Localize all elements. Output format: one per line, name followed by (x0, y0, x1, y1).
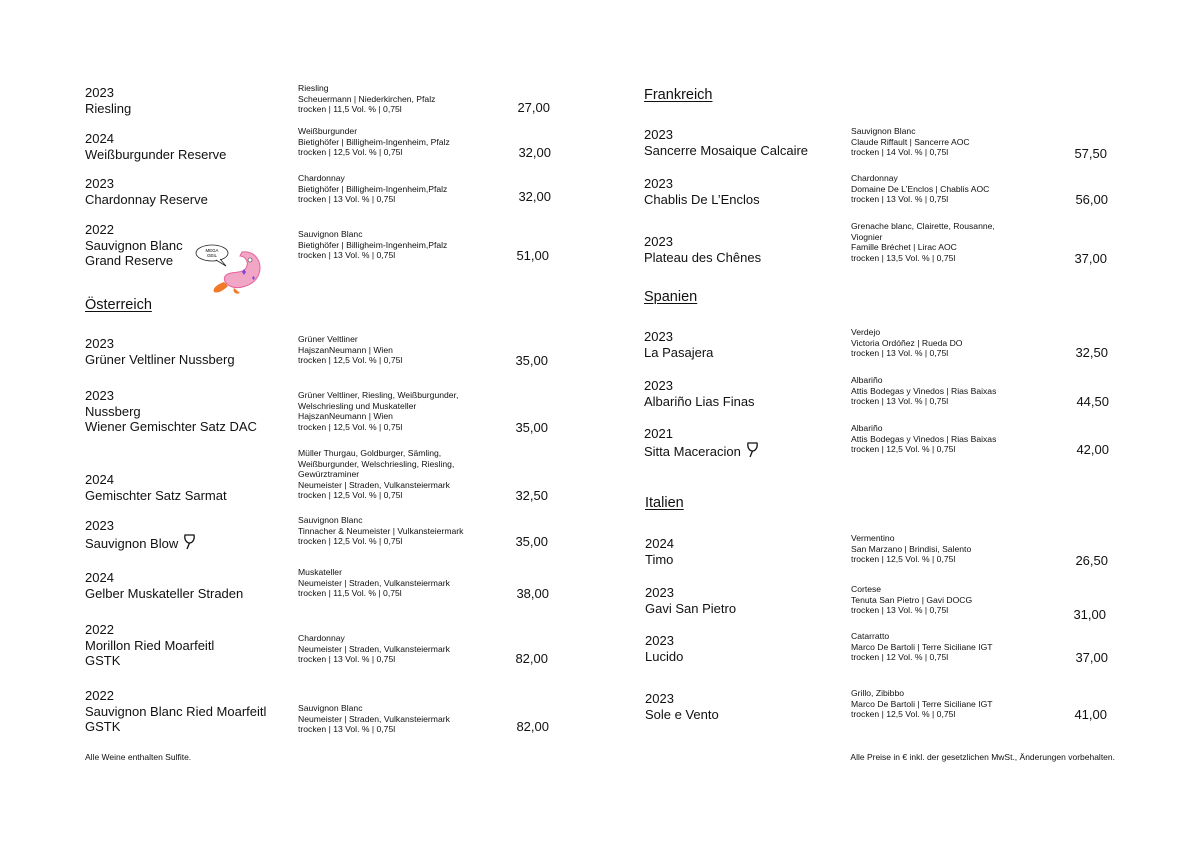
wine-name: La Pasajera (644, 344, 714, 360)
wine-detail-line: Neumeister | Straden, Vulkansteiermark (298, 643, 450, 654)
wine-name: Nussberg (85, 403, 141, 419)
wine-details (851, 533, 971, 565)
wine-price: 38,00 (516, 586, 549, 601)
wine-year: 2023 (645, 633, 674, 648)
wine-detail-line: Cortese (851, 584, 882, 594)
wine-detail-line: Neumeister | Straden, Vulkansteiermark (298, 479, 450, 490)
wine-detail-line: Neumeister | Straden, Vulkansteiermark (298, 713, 450, 724)
wine-title (85, 336, 235, 367)
wine-name: Morillon Ried Moarfeitl (85, 637, 215, 653)
sticker-text-2: GEIL (206, 253, 218, 258)
wine-name: Chardonnay Reserve (85, 191, 208, 207)
wine-title (85, 131, 226, 162)
wine-details (851, 221, 995, 263)
wine-year: 2023 (645, 691, 674, 706)
wine-title (644, 127, 808, 158)
wine-detail-line: trocken | 12,5 Vol. % | 0,75l (298, 536, 403, 547)
wine-detail-line: trocken | 13 Vol. % | 0,75l (298, 194, 396, 205)
wine-name: Sole e Vento (645, 706, 719, 722)
wine-detail-line: Grüner Veltliner (298, 334, 358, 344)
section-heading-austria: Österreich (85, 297, 152, 313)
wine-detail-line: trocken | 12,5 Vol. % | 0,75l (851, 709, 956, 720)
wine-detail-line: Sauvignon Blanc (298, 229, 363, 239)
wine-detail-line: Attis Bodegas y Vinedos | Rias Baixas (851, 433, 997, 444)
section-heading-france: Frankreich (644, 87, 713, 103)
price-footnote: Alle Preise in € inkl. der gesetzlichen MwSt., Änderungen vorbehalten. (850, 752, 1115, 762)
wine-year: 2023 (644, 127, 673, 142)
wine-title (85, 85, 131, 116)
wine-year: 2024 (85, 131, 114, 146)
wine-title (85, 222, 183, 269)
wine-detail-line: Riesling (298, 83, 329, 93)
wine-detail-line: trocken | 13 Vol. % | 0,75l (298, 250, 396, 261)
wine-detail-line: Verdejo (851, 327, 881, 337)
wine-detail-line: HajszanNeumann | Wien (298, 344, 393, 355)
wine-detail-line: Chardonnay (298, 173, 345, 183)
wine-year: 2023 (85, 176, 114, 191)
wine-price: 44,50 (1076, 394, 1109, 409)
wine-detail-line: Domaine De L’Enclos | Chablis AOC (851, 183, 990, 194)
wine-detail-line: Muskateller (298, 567, 342, 577)
wine-detail-line: Marco De Bartoli | Terre Siciliane IGT (851, 698, 993, 709)
wine-year: 2023 (644, 234, 673, 249)
wine-detail-line: Bietighöfer | Billigheim-Ingenheim,Pfalz (298, 239, 448, 250)
wine-details (298, 229, 447, 261)
wine-detail-line: Vermentino (851, 533, 895, 543)
wine-name: Wiener Gemischter Satz DAC (85, 419, 257, 434)
wine-detail-line: Albariño (851, 375, 883, 385)
wine-name: Timo (645, 551, 674, 567)
wine-price: 32,00 (518, 145, 551, 160)
wine-detail-line: trocken | 12,5 Vol. % | 0,75l (851, 444, 956, 455)
wine-details (298, 390, 458, 432)
sticker-text-1: MEGA (205, 248, 219, 253)
wine-detail-line: Grenache blanc, Clairette, Rousanne, (851, 221, 995, 231)
wine-detail-line: trocken | 11,5 Vol. % | 0,75l (298, 588, 402, 599)
wine-year: 2024 (85, 472, 114, 487)
wine-details (851, 375, 996, 407)
wine-year: 2023 (85, 336, 114, 351)
wine-detail-line: Gewürztraminer (298, 469, 360, 480)
wine-name: Grand Reserve (85, 253, 174, 268)
wine-details (851, 688, 993, 720)
wine-title (644, 176, 760, 207)
wine-details (298, 567, 450, 599)
wine-price: 51,00 (516, 248, 549, 263)
wine-name: GSTK (85, 653, 121, 668)
wine-price: 56,00 (1075, 192, 1108, 207)
wine-price: 41,00 (1074, 707, 1107, 722)
wine-details (298, 633, 450, 665)
wine-year: 2023 (644, 329, 673, 344)
wine-price: 42,00 (1076, 442, 1109, 457)
wine-title (645, 585, 736, 616)
wine-details (851, 126, 970, 158)
wine-detail-line: trocken | 13 Vol. % | 0,75l (851, 194, 949, 205)
wine-details (298, 173, 447, 205)
wine-price: 35,00 (515, 353, 548, 368)
section-heading-spain: Spanien (644, 289, 698, 305)
wine-name: Sancerre Mosaique Calcaire (644, 142, 809, 158)
wine-glass-icon (746, 442, 759, 462)
wine-detail-line: Weißburgunder (298, 126, 358, 136)
wine-title (85, 570, 243, 601)
wine-details (851, 173, 989, 205)
wine-title (645, 536, 674, 567)
wine-detail-line: San Marzano | Brindisi, Salento (851, 543, 972, 554)
wine-detail-line: Famille Bréchet | Lirac AOC (851, 242, 957, 253)
wine-detail-line: Sauvignon Blanc (851, 126, 916, 136)
wine-price: 32,50 (1075, 345, 1108, 360)
wine-title (644, 329, 713, 360)
wine-detail-line: trocken | 14 Vol. % | 0,75l (851, 147, 949, 158)
wine-year: 2022 (85, 688, 114, 703)
wine-details (298, 703, 450, 735)
wine-details (298, 334, 402, 366)
wine-details (851, 423, 996, 455)
wine-title (645, 691, 719, 722)
wine-title (85, 472, 227, 503)
wine-detail-line: trocken | 11,5 Vol. % | 0,75l (298, 104, 402, 115)
wine-detail-line: Sauvignon Blanc (298, 703, 363, 713)
wine-detail-line: Grüner Veltliner, Riesling, Weißburgunder, (298, 390, 459, 400)
wine-details (298, 126, 450, 158)
wine-detail-line: Weißburgunder, Welschriesling, Riesling, (298, 458, 455, 469)
wine-detail-line: Claude Riffault | Sancerre AOC (851, 136, 970, 147)
wine-detail-line: trocken | 12,5 Vol. % | 0,75l (298, 490, 403, 501)
wine-details (298, 83, 435, 115)
wine-price: 37,00 (1074, 251, 1107, 266)
wine-detail-line: trocken | 13 Vol. % | 0,75l (298, 654, 396, 665)
wine-price: 35,00 (515, 534, 548, 549)
wine-name: Riesling (85, 100, 132, 116)
wine-detail-line: Victoria Ordóñez | Rueda DO (851, 337, 963, 348)
wine-price: 32,00 (518, 189, 551, 204)
wine-year: 2024 (85, 570, 114, 585)
wine-title (85, 688, 266, 735)
wine-detail-line: trocken | 13 Vol. % | 0,75l (851, 396, 949, 407)
wine-title (644, 378, 755, 409)
wine-name: Sauvignon Blow (85, 535, 179, 551)
wine-price: 57,50 (1074, 146, 1107, 161)
wine-name: Sitta Maceracion (644, 443, 741, 459)
wine-name: GSTK (85, 719, 121, 734)
wine-title (85, 176, 208, 207)
wine-detail-line: Catarratto (851, 631, 890, 641)
wine-details (851, 327, 962, 359)
wine-name: Albariño Lias Finas (644, 393, 755, 409)
wine-price: 82,00 (515, 651, 548, 666)
wine-name: Grüner Veltliner Nussberg (85, 351, 235, 367)
wine-detail-line: trocken | 12,5 Vol. % | 0,75l (298, 147, 403, 158)
wine-detail-line: Viognier (851, 231, 883, 242)
wine-detail-line: trocken | 13 Vol. % | 0,75l (851, 605, 949, 616)
wine-name: Gavi San Pietro (645, 600, 737, 616)
wine-details (298, 448, 454, 501)
wine-detail-line: Sauvignon Blanc (298, 515, 363, 525)
wine-detail-line: Bietighöfer | Billigheim-Ingenheim, Pfalz (298, 136, 450, 147)
wine-detail-line: Tenuta San Pietro | Gavi DOCG (851, 594, 973, 605)
wine-price: 27,00 (517, 100, 550, 115)
wine-detail-line: Marco De Bartoli | Terre Siciliane IGT (851, 641, 993, 652)
wine-detail-line: Welschriesling und Muskateller (298, 400, 417, 411)
wine-detail-line: Tinnacher & Neumeister | Vulkansteiermark (298, 525, 464, 536)
wine-name: Plateau des Chênes (644, 249, 762, 265)
wine-detail-line: trocken | 12 Vol. % | 0,75l (851, 652, 949, 663)
wine-details (851, 584, 972, 616)
wine-title (85, 622, 214, 669)
wine-price: 37,00 (1075, 650, 1108, 665)
wine-detail-line: Attis Bodegas y Vinedos | Rias Baixas (851, 385, 997, 396)
shrimp-sticker-icon (194, 244, 268, 296)
wine-details (851, 631, 993, 663)
wine-detail-line: Neumeister | Straden, Vulkansteiermark (298, 577, 450, 588)
wine-detail-line: Müller Thurgau, Goldburger, Sämling, (298, 448, 442, 458)
wine-year: 2022 (85, 222, 114, 237)
wine-title (644, 234, 761, 265)
wine-name: Sauvignon Blanc Ried Moarfeitl (85, 703, 267, 719)
wine-name: Sauvignon Blanc (85, 237, 183, 253)
wine-name: Gemischter Satz Sarmat (85, 487, 227, 503)
wine-price: 31,00 (1073, 607, 1106, 622)
wine-detail-line: Chardonnay (298, 633, 345, 643)
wine-price: 32,50 (515, 488, 548, 503)
sulfite-footnote: Alle Weine enthalten Sulfite. (85, 752, 192, 762)
wine-detail-line: trocken | 13 Vol. % | 0,75l (298, 724, 396, 735)
wine-name: Weißburgunder Reserve (85, 146, 227, 162)
wine-year: 2023 (644, 176, 673, 191)
wine-price: 82,00 (516, 719, 549, 734)
wine-year: 2021 (644, 426, 673, 441)
wine-detail-line: Chardonnay (851, 173, 898, 183)
wine-detail-line: trocken | 12,5 Vol. % | 0,75l (851, 554, 956, 565)
wine-year: 2024 (645, 536, 674, 551)
wine-name: Lucido (645, 648, 684, 664)
wine-title (85, 518, 196, 553)
wine-year: 2022 (85, 622, 114, 637)
wine-title (645, 633, 683, 664)
wine-title (644, 426, 759, 461)
wine-year: 2023 (644, 378, 673, 393)
wine-details (298, 515, 463, 547)
wine-detail-line: Scheuermann | Niederkirchen, Pfalz (298, 93, 436, 104)
wine-detail-line: trocken | 12,5 Vol. % | 0,75l (298, 355, 403, 366)
wine-name: Chablis De L’Enclos (644, 191, 760, 207)
wine-year: 2023 (85, 388, 114, 403)
wine-detail-line: trocken | 12,5 Vol. % | 0,75l (298, 421, 403, 432)
wine-detail-line: Bietighöfer | Billigheim-Ingenheim,Pfalz (298, 183, 448, 194)
wine-year: 2023 (85, 518, 114, 533)
wine-price: 35,00 (515, 420, 548, 435)
wine-detail-line: Grillo, Zibibbo (851, 688, 905, 698)
wine-year: 2023 (85, 85, 114, 100)
wine-name: Gelber Muskateller Straden (85, 585, 244, 601)
wine-title (85, 388, 257, 435)
wine-detail-line: Albariño (851, 423, 883, 433)
wine-detail-line: HajszanNeumann | Wien (298, 411, 393, 422)
wine-price: 26,50 (1075, 553, 1108, 568)
wine-year: 2023 (645, 585, 674, 600)
wine-detail-line: trocken | 13 Vol. % | 0,75l (851, 348, 949, 359)
section-heading-italy: Italien (645, 495, 684, 511)
wine-detail-line: trocken | 13,5 Vol. % | 0,75l (851, 252, 956, 263)
wine-glass-icon (183, 534, 196, 554)
